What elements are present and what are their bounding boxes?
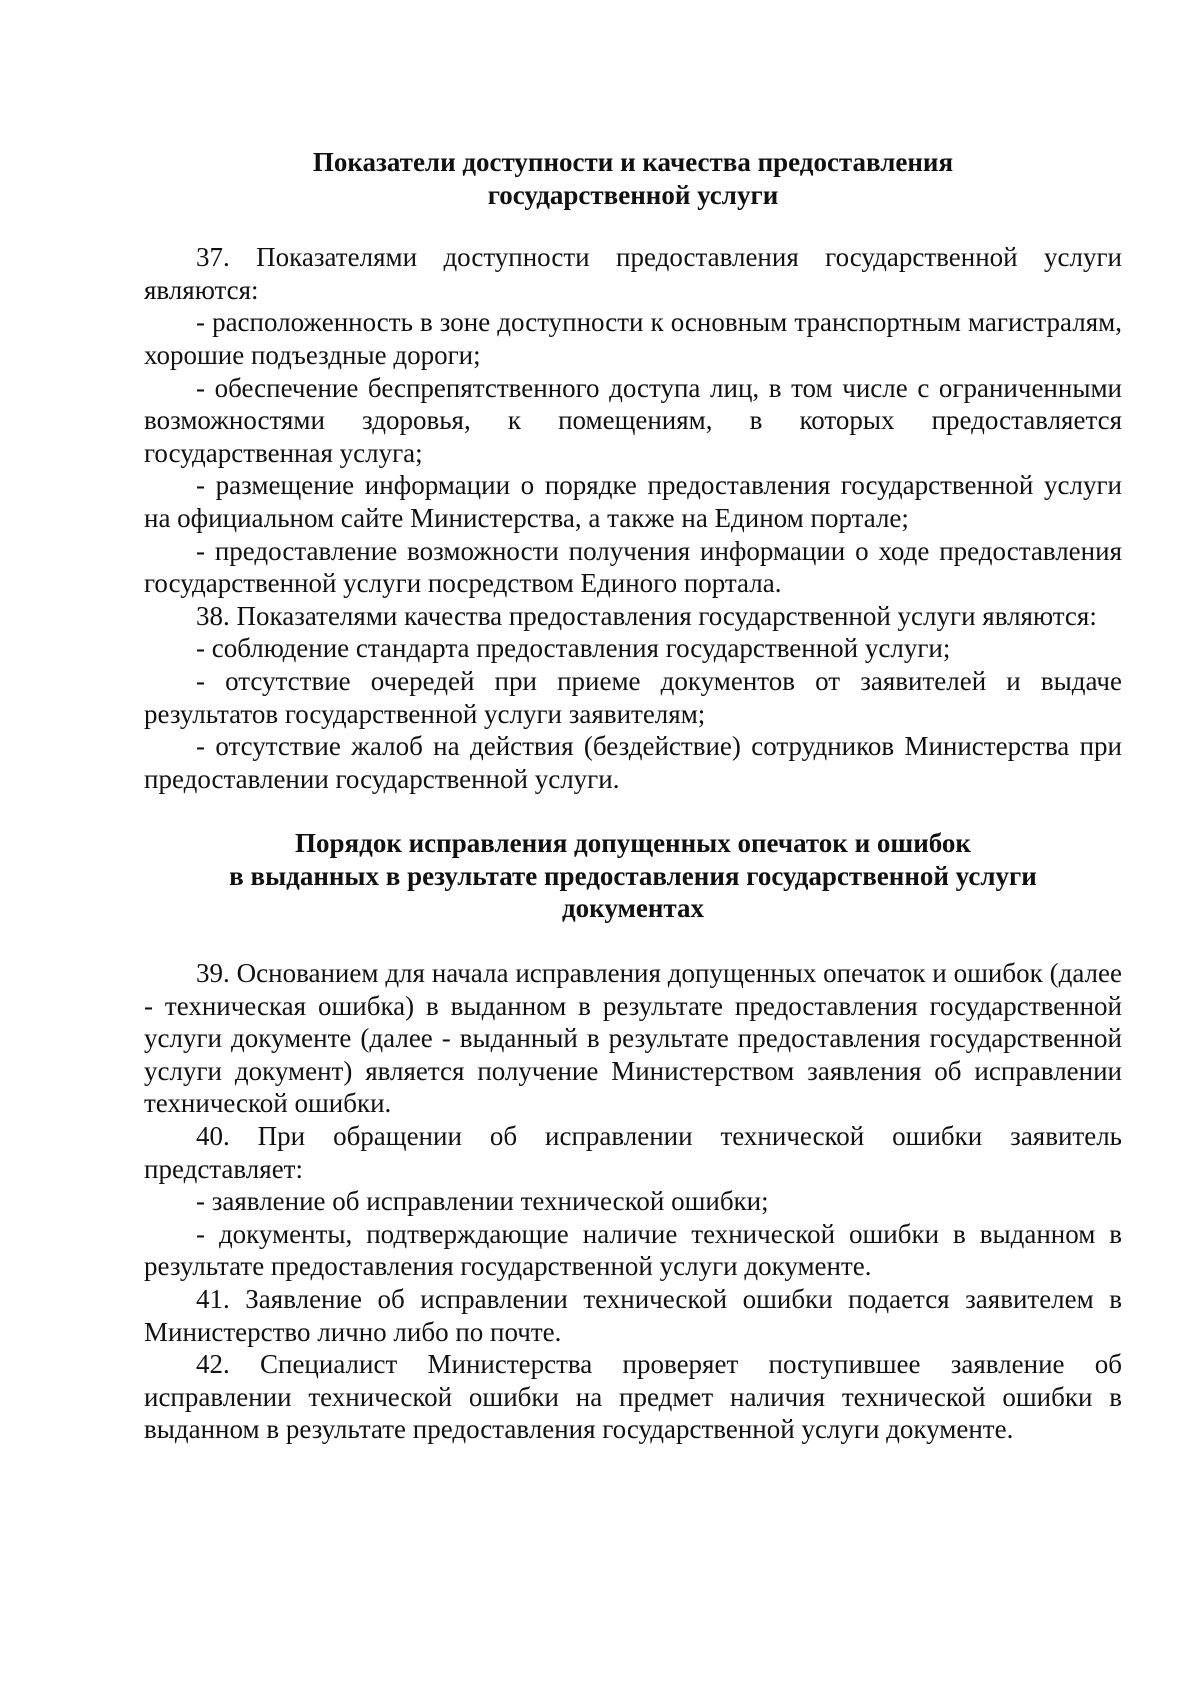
- paragraph-41: 41. Заявление об исправлении технической ошибки подается заявителем в Министерство лично либо по почте.: [144, 1284, 1122, 1347]
- heading-line: Порядок исправления допущенных опечаток и ошибок: [295, 828, 971, 859]
- list-item: - отсутствие очередей при приеме документов от заявителей и выдаче результатов государственной услуги заявителям;: [144, 665, 1122, 729]
- paragraph-38: 38. Показателями качества предоставления государственной услуги являются:: [196, 600, 1097, 631]
- paragraph-37: 37. Показателями доступности предоставления государственной услуги являются:: [144, 242, 1122, 305]
- heading-line: в выданных в результате предоставления государственной услуги: [229, 860, 1037, 891]
- list-item: - предоставление возможности получения информации о ходе предоставления государственной услуги посредством Единого портала.: [144, 535, 1122, 599]
- paragraph-39: 39. Основанием для начала исправления допущенных опечаток и ошибок (далее - техническая ошибка) в выданном в результате предоставления государственной услуги документе (далее - выданный в результате предоставления государственной услуги документ) является получение Министерством заявления об исправлении технической ошибки.: [144, 958, 1122, 1119]
- list-item: - размещение информации о порядке предоставления государственной услуги на официальном сайте Министерства, а также на Едином портале;: [144, 470, 1122, 533]
- heading-line: Показатели доступности и качества предоставления: [312, 147, 954, 177]
- section-body-accessibility: [144, 241, 1122, 795]
- paragraph-42: 42. Специалист Министерства проверяет поступившее заявление об исправлении технической ошибки на предмет наличия технической ошибки в выданном в результате предоставления государственной услуги документе.: [144, 1349, 1122, 1445]
- list-item: - отсутствие жалоб на действия (бездействие) сотрудников Министерства при предоставлении государственной услуги.: [144, 731, 1122, 794]
- list-item: - обеспечение беспрепятственного доступа лиц, в том числе с ограниченными возможностями здоровья, к помещениям, в которых предоставляется государственная услуга;: [144, 372, 1122, 468]
- paragraph-40: 40. При обращении об исправлении технической ошибки заявитель представляет:: [144, 1121, 1122, 1184]
- section-body-error-correction: [144, 957, 1122, 1446]
- heading-line: документах: [561, 893, 704, 924]
- section-heading-error-correction: [144, 827, 1122, 925]
- page-content: [144, 146, 1122, 1446]
- list-item: - документы, подтверждающие наличие технической ошибки в выданном в результате предоставления государственной услуги документе.: [144, 1218, 1122, 1282]
- list-item: - заявление об исправлении технической ошибки;: [196, 1186, 769, 1217]
- heading-line: государственной услуги: [487, 179, 779, 210]
- list-item: - соблюдение стандарта предоставления государственной услуги;: [196, 633, 951, 664]
- section-heading-accessibility: [144, 146, 1122, 211]
- list-item: - расположенность в зоне доступности к основным транспортным магистралям, хорошие подъездные дороги;: [144, 307, 1122, 370]
